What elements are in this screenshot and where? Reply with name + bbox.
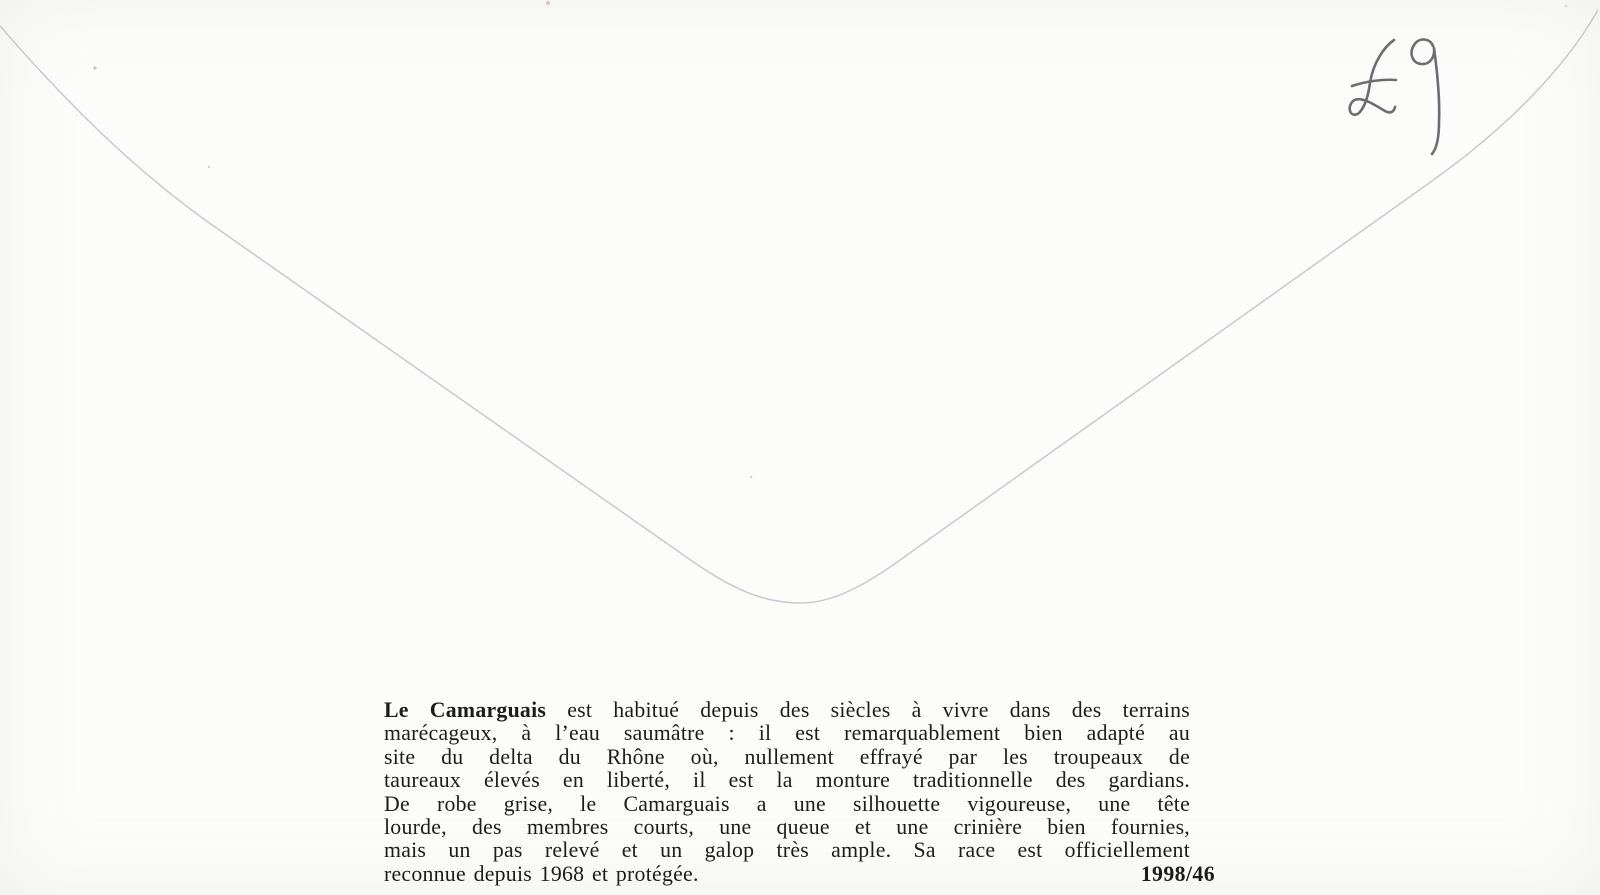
catalog-number: 1998/46 — [1140, 861, 1215, 886]
pound-sign-stroke — [1350, 40, 1395, 115]
subject-name: Le Camarguais — [384, 698, 547, 722]
closing-sentence: reconnue depuis 1968 et protégée. — [384, 861, 699, 886]
pound-sign-crossbar — [1352, 80, 1396, 86]
digit-nine-stroke — [1412, 39, 1440, 154]
text-line-rest: est habitué depuis des siècles à vivre dans des terrains — [567, 698, 1190, 722]
text-line: De robe grise, le Camarguais a une silhouette vigoureuse, une tête — [384, 791, 1190, 816]
handwritten-price-mark — [1350, 39, 1440, 154]
printed-description — [384, 698, 1215, 886]
text-line — [384, 861, 1215, 886]
text-line: lourde, des membres courts, une queue et une crinière bien fournies, — [384, 815, 1190, 840]
paper-specks — [93, 1, 1567, 478]
text-line: marécageux, à l’eau saumâtre : il est remarquablement bien adapté au — [384, 721, 1190, 746]
text-line: taureaux élevés en liberté, il est la monture traditionnelle des gardians. — [384, 768, 1190, 793]
text-line — [384, 699, 1190, 722]
text-line: site du delta du Rhône où, nullement effrayé par les troupeaux de — [384, 744, 1190, 769]
text-line: mais un pas relevé et un galop très ample. Sa race est officiellement — [384, 838, 1190, 863]
